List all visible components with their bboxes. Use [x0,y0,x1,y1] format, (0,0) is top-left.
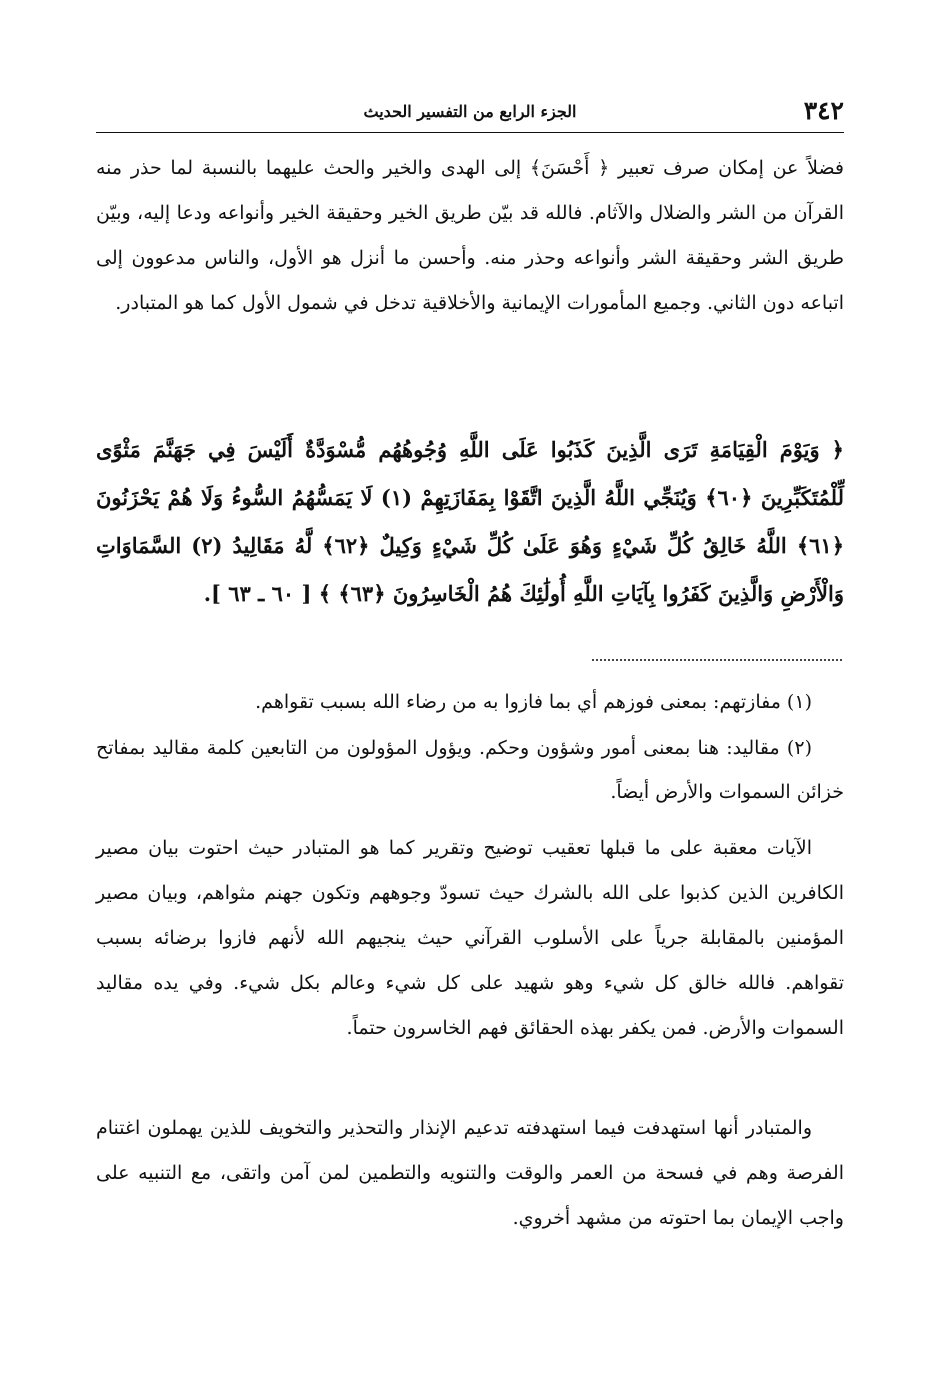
page-header [96,96,844,130]
footnote-1: (١) مفازتهم: بمعنى فوزهم أي بما فازوا به من رضاء الله بسبب تقواهم. [255,691,812,713]
footnote-separator [592,659,842,661]
body-paragraph-2: والمتبادر أنها استهدفت فيما استهدفته تدعيم الإنذار والتحذير والتخويف للذين يهملون اغتنام الفرصة وهم في فسحة من العمر والوقت والتنويه والتطمين لمن آمن واتقى، مع التنبيه على واجب الإيمان بما احتوته من مشهد أخروي. [96,1117,844,1229]
intro-paragraph: فضلاً عن إمكان صرف تعبير ﴿ أَحْسَنَ﴾ إلى الهدى والخير والحث عليهما بالنسبة لما حذر منه القرآن من الشر والضلال والآثام. فالله قد بيّن طريق الخير وحقيقة الخير وأنواعه ودعا إليه، وبيّن طريق الشر وحقيقة الشر وأنواعه وحذر منه. وأحسن ما أنزل هو الأول، والناس مدعوون إلى اتباعه دون الثاني. وجميع المأمورات الإيمانية والأخلاقية تدخل في شمول الأول كما هو المتبادر. [96,157,844,314]
header-rule [96,132,844,133]
footnotes [96,680,844,814]
footnote-2: (٢) مقاليد: هنا بمعنى أمور وشؤون وحكم. ويؤول المؤولون من التابعين كلمة مقاليد بمفاتح خزائن السموات والأرض أيضاً. [96,737,844,803]
quran-passage: ﴿ وَيَوْمَ الْقِيَامَةِ تَرَى الَّذِينَ كَذَبُوا عَلَى اللَّهِ وُجُوهُهُم مُّسْوَدَّةٌ أَلَيْسَ فِي جَهَنَّمَ مَثْوًى لِّلْمُتَكَبِّرِينَ ﴿٦٠﴾ وَيُنَجِّي اللَّهُ الَّذِينَ اتَّقَوْا بِمَفَازَتِهِمْ (١) لَا يَمَسُّهُمُ السُّوءُ وَلَا هُمْ يَحْزَنُونَ ﴿٦١﴾ اللَّهُ خَالِقُ كُلِّ شَيْءٍ وَهُوَ عَلَىٰ كُلِّ شَيْءٍ وَكِيلٌ ﴿٦٢﴾ لَّهُ مَقَالِيدُ (٢) السَّمَاوَاتِ وَالْأَرْضِ وَالَّذِينَ كَفَرُوا بِآيَاتِ اللَّهِ أُولَٰئِكَ هُمُ الْخَاسِرُونَ ﴿٦٣﴾ ﴾ [ ٦٠ ـ ٦٣ ]. [96,437,844,606]
running-title: الجزء الرابع من التفسير الحديث [363,102,577,121]
page-number: ٣٤٢ [803,96,844,125]
body-paragraph-1: الآيات معقبة على ما قبلها تعقيب توضيح وتقرير كما هو المتبادر حيث احتوت بيان مصير الكافرين الذين كذبوا على الله بالشرك حيث تسودّ وجوههم وتكون جهنم مثواهم، وبيان مصير المؤمنين بالمقابلة جرياً على الأسلوب القرآني حيث ينجيهم الله لأنهم فازوا برضائه بسبب تقواهم. فالله خالق كل شيء وهو شهيد على كل شيء وعالم بكل شيء. وفي يده مقاليد السموات والأرض. فمن يكفر بهذه الحقائق فهم الخاسرون حتماً. [96,837,844,1039]
